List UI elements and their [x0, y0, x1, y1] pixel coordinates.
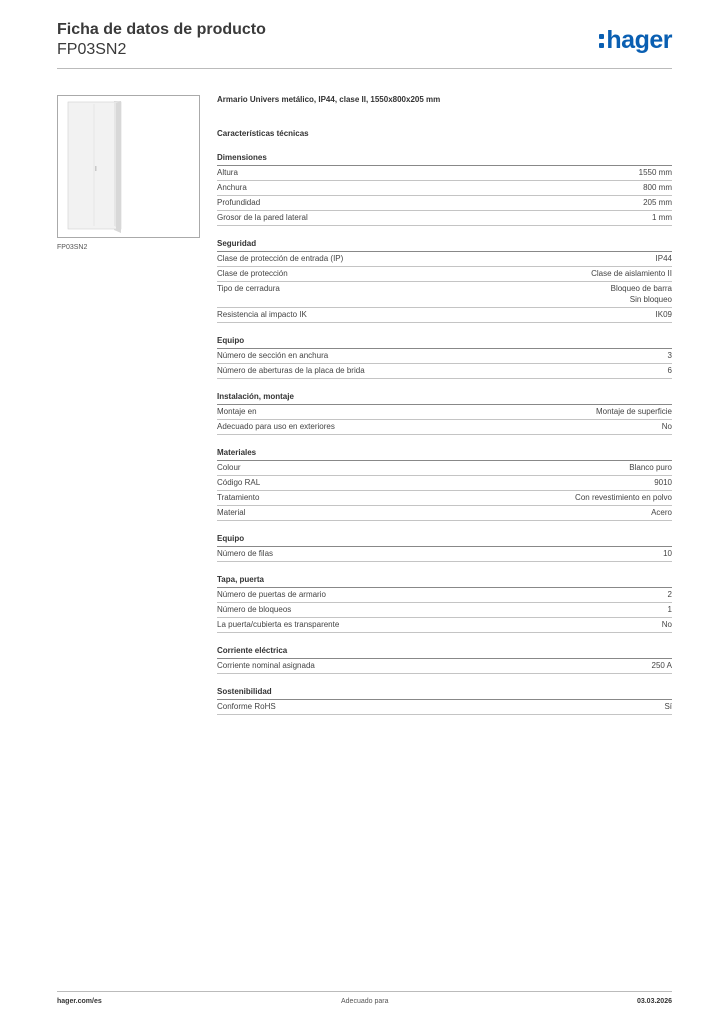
section-title: Seguridad: [217, 238, 672, 252]
spec-label: Grosor de la pared lateral: [217, 213, 308, 222]
spec-label: Resistencia al impacto IK: [217, 310, 307, 319]
spec-value: [591, 268, 672, 279]
spec-label: Número de bloqueos: [217, 605, 292, 614]
spec-value: [668, 604, 672, 615]
spec-value-line: Con revestimiento en polvo: [575, 493, 672, 502]
spec-value-line: Sin bloqueo: [629, 295, 672, 304]
spec-value-line: 250 A: [651, 661, 672, 670]
spec-value: [668, 589, 672, 600]
section-title: Tapa, puerta: [217, 574, 672, 588]
spec-row: [217, 252, 672, 267]
spec-row: [217, 618, 672, 633]
footer-date: 03.03.2026: [636, 998, 672, 1005]
spec-value-line: Acero: [651, 508, 672, 517]
spec-row: [217, 181, 672, 196]
spec-value-line: 1 mm: [652, 213, 672, 222]
section-title: Equipo: [217, 533, 672, 547]
spec-value: [652, 212, 672, 223]
spec-value: [668, 365, 672, 376]
spec-label: Clase de protección: [217, 269, 288, 278]
spec-value: [656, 253, 672, 264]
spec-value: [662, 619, 672, 630]
spec-label: Corriente nominal asignada: [217, 661, 315, 670]
spec-label: Anchura: [217, 183, 247, 192]
spec-row: [217, 700, 672, 715]
spec-label: Código RAL: [217, 478, 261, 487]
spec-row: [217, 211, 672, 226]
spec-label: Número de aberturas de la placa de brida: [217, 366, 365, 375]
spec-value-line: 800 mm: [643, 183, 672, 192]
footer-center-text: Adecuado para: [341, 998, 389, 1005]
spec-label: Número de sección en anchura: [217, 351, 329, 360]
section-title: Instalación, montaje: [217, 391, 672, 405]
spec-row: [217, 659, 672, 674]
spec-row: [217, 547, 672, 562]
spec-row: [217, 349, 672, 364]
spec-value: [639, 167, 672, 178]
spec-value-line: 2: [667, 590, 672, 599]
spec-label: Número de puertas de armario: [217, 590, 326, 599]
spec-value: [664, 701, 672, 712]
spec-label: Adecuado para uso en exteriores: [217, 422, 335, 431]
spec-row: [217, 491, 672, 506]
spec-value: [629, 462, 672, 473]
spec-row: [217, 166, 672, 181]
spec-value: [656, 309, 672, 320]
spec-label: Conforme RoHS: [217, 702, 276, 711]
hager-logo: [599, 26, 672, 55]
spec-value-line: IK09: [655, 310, 672, 319]
spec-value: [662, 421, 672, 432]
spec-value-line: 3: [667, 351, 672, 360]
spec-value: [668, 350, 672, 361]
spec-value: [575, 492, 672, 503]
spec-value-line: Clase de aislamiento II: [591, 269, 672, 278]
spec-value-line: 1: [667, 605, 672, 614]
footer-divider: [57, 991, 672, 992]
spec-label: La puerta/cubierta es transparente: [217, 620, 340, 629]
spec-value-line: Montaje de superficie: [595, 407, 672, 416]
spec-label: Profundidad: [217, 198, 261, 207]
spec-row: [217, 506, 672, 521]
spec-value: [596, 406, 672, 417]
product-description: Armario Univers metálico, IP44, clase II, 1550x800x205 mm: [217, 95, 441, 104]
spec-label: Tipo de cerradura: [217, 284, 280, 293]
tech-characteristics-heading: Características técnicas: [217, 129, 309, 138]
spec-label: Colour: [217, 463, 241, 472]
spec-row: [217, 364, 672, 379]
spec-value-line: No: [661, 422, 672, 431]
spec-row: [217, 420, 672, 435]
spec-label: Altura: [217, 168, 238, 177]
spec-row: [217, 405, 672, 420]
spec-sections: [217, 152, 672, 715]
spec-value-line: 10: [663, 549, 672, 558]
spec-value-line: Sí: [664, 702, 672, 711]
spec-label: Material: [217, 508, 246, 517]
footer-website: hager.com/es: [57, 998, 102, 1005]
spec-row: [217, 603, 672, 618]
spec-value-line: IP44: [655, 254, 672, 263]
spec-value: [654, 477, 672, 488]
logo-text: hager: [606, 26, 672, 54]
section-title: Materiales: [217, 447, 672, 461]
spec-row: [217, 267, 672, 282]
spec-value: [663, 548, 672, 559]
spec-value: [652, 660, 672, 671]
cabinet-image: [58, 96, 199, 237]
logo-dots-icon: [599, 30, 604, 50]
spec-value: [643, 182, 672, 193]
spec-value-line: 9010: [654, 478, 672, 487]
spec-row: [217, 461, 672, 476]
section-title: Equipo: [217, 335, 672, 349]
spec-value-line: Blanco puro: [629, 463, 672, 472]
image-caption: FP03SN2: [57, 244, 88, 251]
spec-label: Número de filas: [217, 549, 274, 558]
section-title: Corriente eléctrica: [217, 645, 672, 659]
spec-label: Clase de protección de entrada (IP): [217, 254, 344, 263]
spec-row: [217, 476, 672, 491]
spec-value: [611, 283, 672, 305]
product-image: [57, 95, 200, 238]
page-header: [57, 20, 266, 60]
section-title: Sostenibilidad: [217, 686, 672, 700]
spec-value-line: 1550 mm: [638, 168, 672, 177]
spec-value: [643, 197, 672, 208]
spec-value: [651, 507, 672, 518]
page-title: Ficha de datos de producto: [57, 21, 266, 38]
spec-label: Montaje en: [217, 407, 257, 416]
section-title: Dimensiones: [217, 152, 672, 166]
spec-value-line: No: [661, 620, 672, 629]
spec-value-line: 205 mm: [643, 198, 672, 207]
spec-value-line: Bloqueo de barra: [610, 284, 672, 293]
spec-row: [217, 282, 672, 308]
spec-value-line: 6: [667, 366, 672, 375]
spec-row: [217, 308, 672, 323]
spec-label: Tratamiento: [217, 493, 260, 502]
spec-row: [217, 196, 672, 211]
product-code: FP03SN2: [57, 41, 127, 58]
header-divider: [57, 68, 672, 69]
spec-content: [217, 94, 672, 715]
spec-row: [217, 588, 672, 603]
